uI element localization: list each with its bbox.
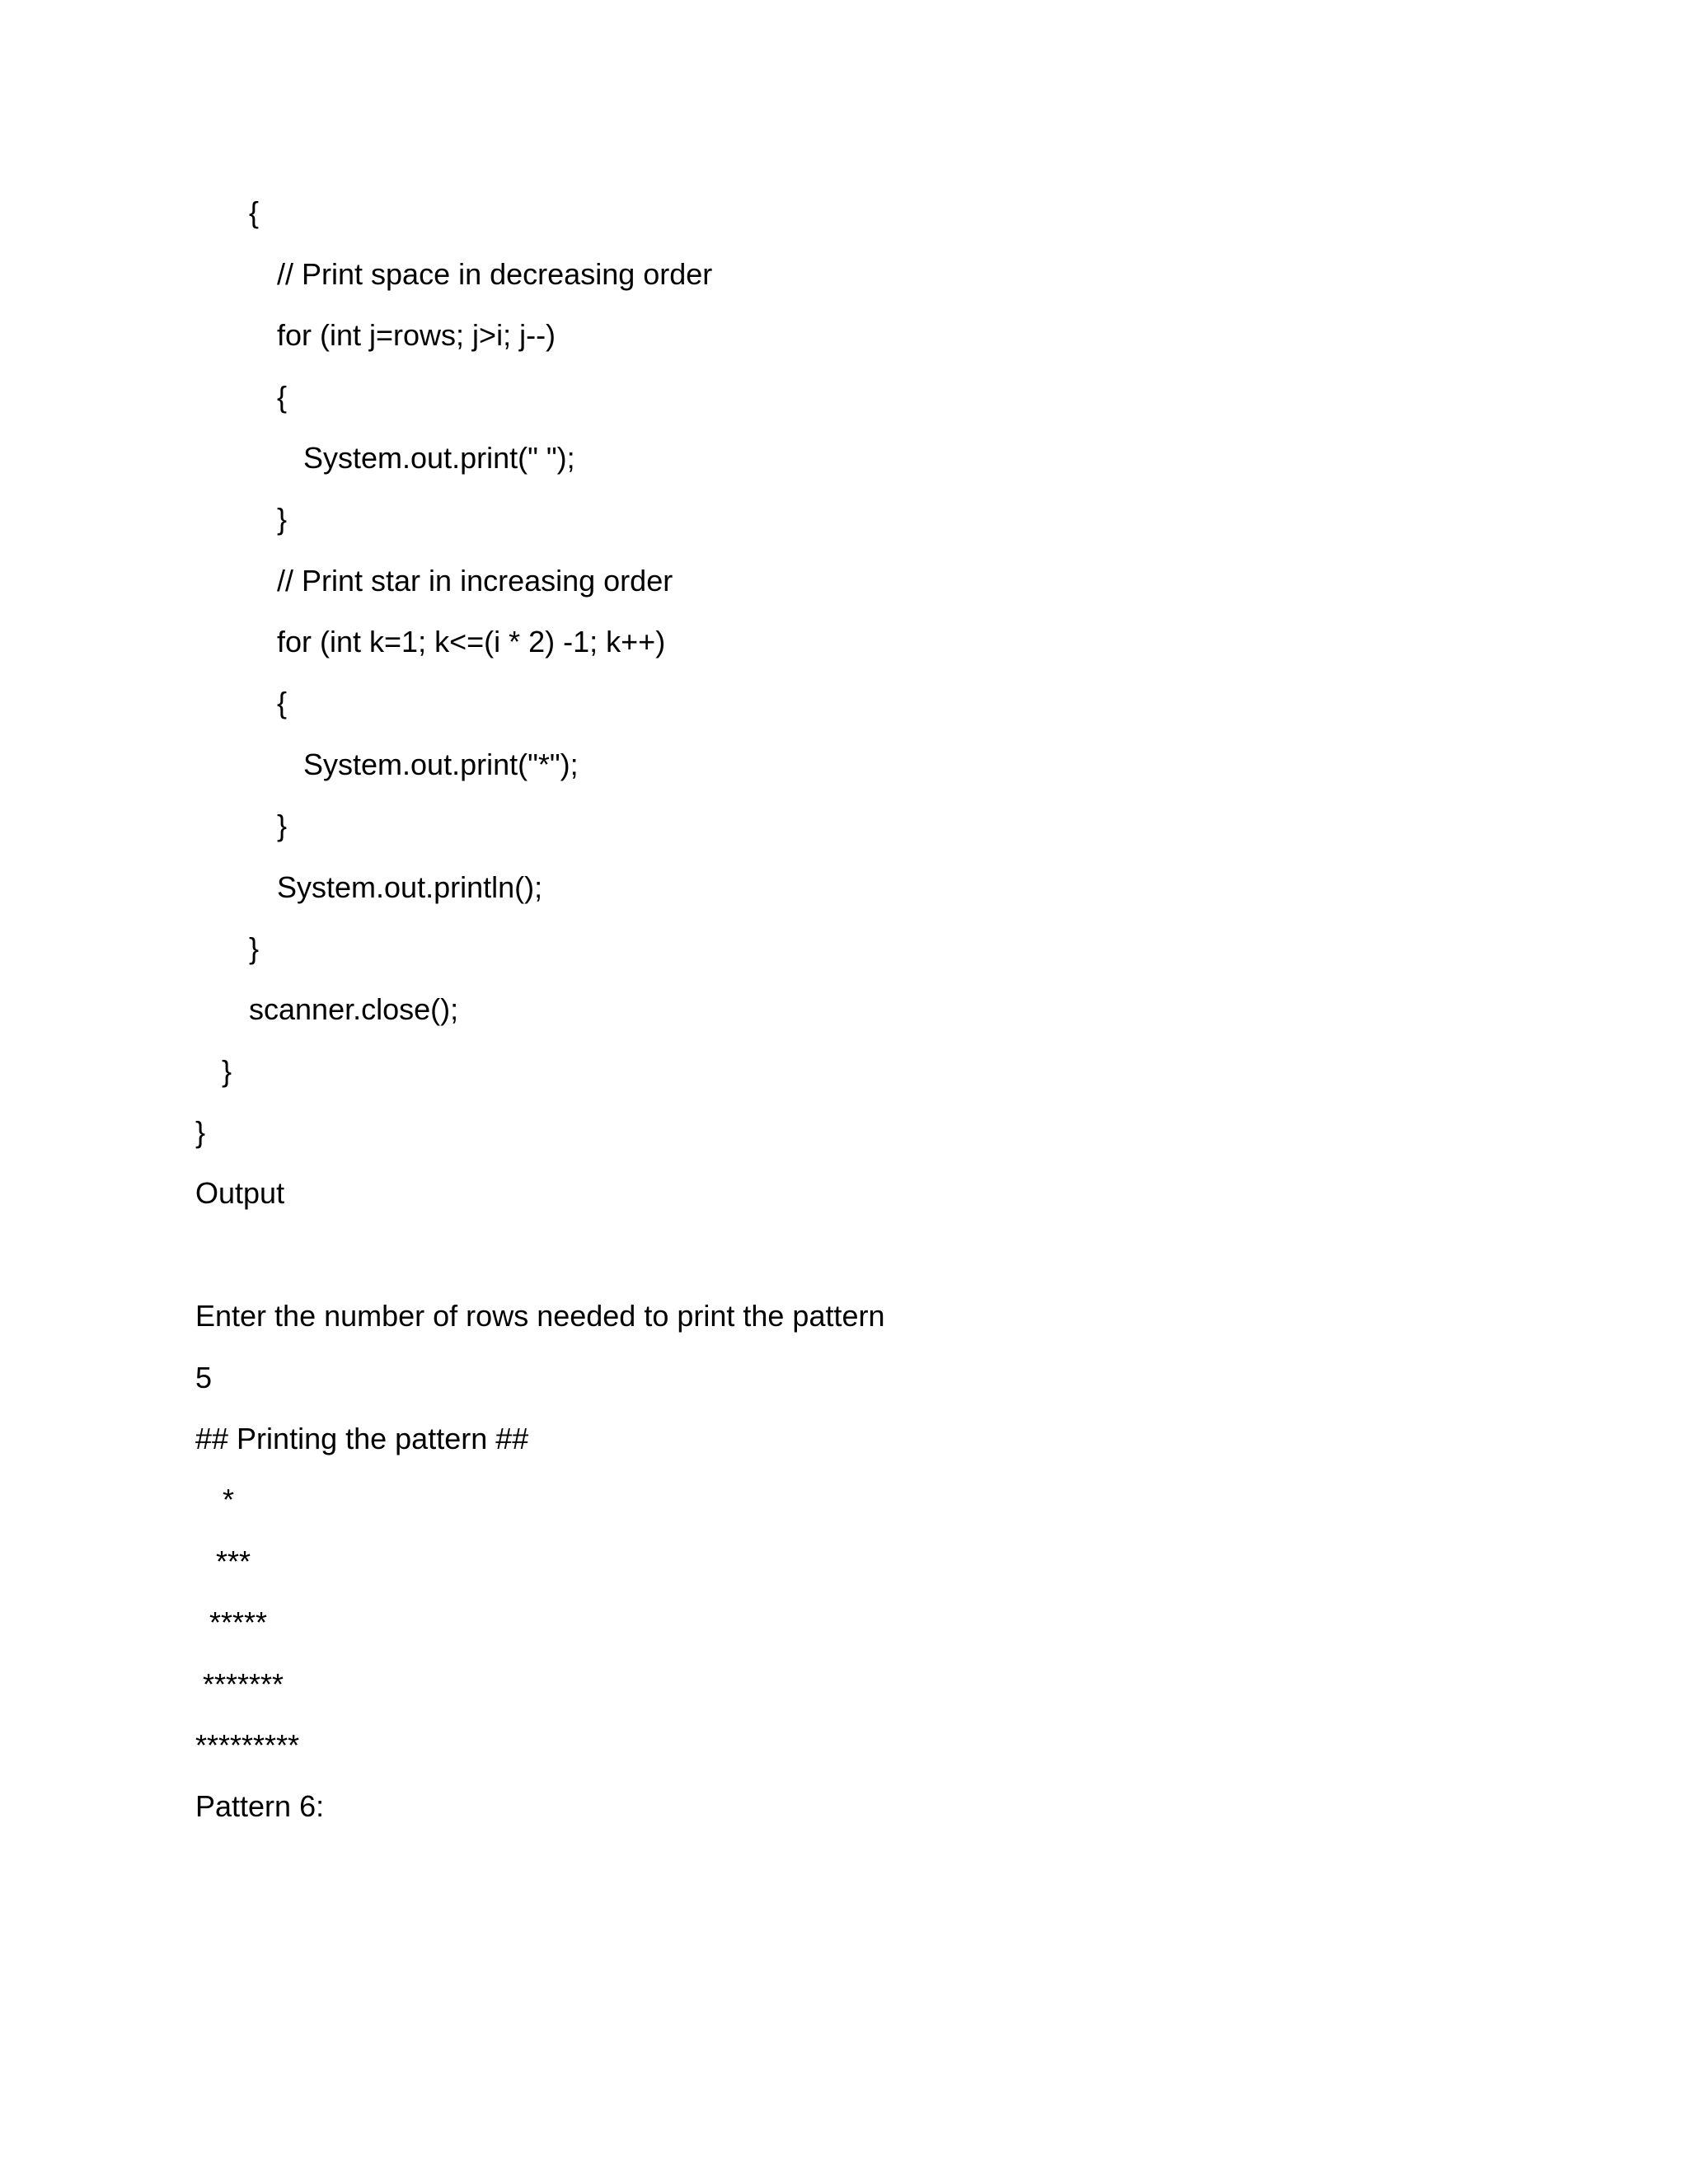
code-line: for (int j=rows; j>i; j--) — [277, 318, 556, 352]
code-line: System.out.print(" "); — [303, 441, 575, 475]
code-line: { — [277, 380, 288, 414]
pattern-row: ***** — [209, 1605, 268, 1639]
output-heading: Output — [195, 1176, 285, 1210]
code-line: // Print space in decreasing order — [277, 257, 713, 291]
code-line: System.out.println(); — [277, 870, 543, 904]
output-input-value: 5 — [195, 1361, 213, 1394]
pattern-row: *** — [216, 1544, 251, 1578]
section-heading-pattern-6: Pattern 6: — [195, 1789, 325, 1823]
code-line: { — [249, 195, 260, 229]
pattern-row: ******* — [203, 1667, 284, 1701]
output-prompt: Enter the number of rows needed to print the pattern — [195, 1299, 885, 1333]
output-banner: ## Printing the pattern ## — [195, 1422, 529, 1455]
code-line: } — [195, 1115, 206, 1149]
code-line: { — [277, 686, 288, 719]
code-line: } — [222, 1054, 232, 1088]
code-line: } — [249, 931, 260, 965]
pattern-row: * — [223, 1483, 235, 1516]
code-line: } — [277, 808, 288, 842]
code-line: } — [277, 502, 288, 536]
code-line: System.out.print("*"); — [303, 748, 579, 781]
code-line: for (int k=1; k<=(i * 2) -1; k++) — [277, 625, 666, 658]
code-line: // Print star in increasing order — [277, 564, 673, 598]
pattern-row: ********* — [195, 1728, 300, 1762]
code-line: scanner.close(); — [249, 992, 459, 1026]
